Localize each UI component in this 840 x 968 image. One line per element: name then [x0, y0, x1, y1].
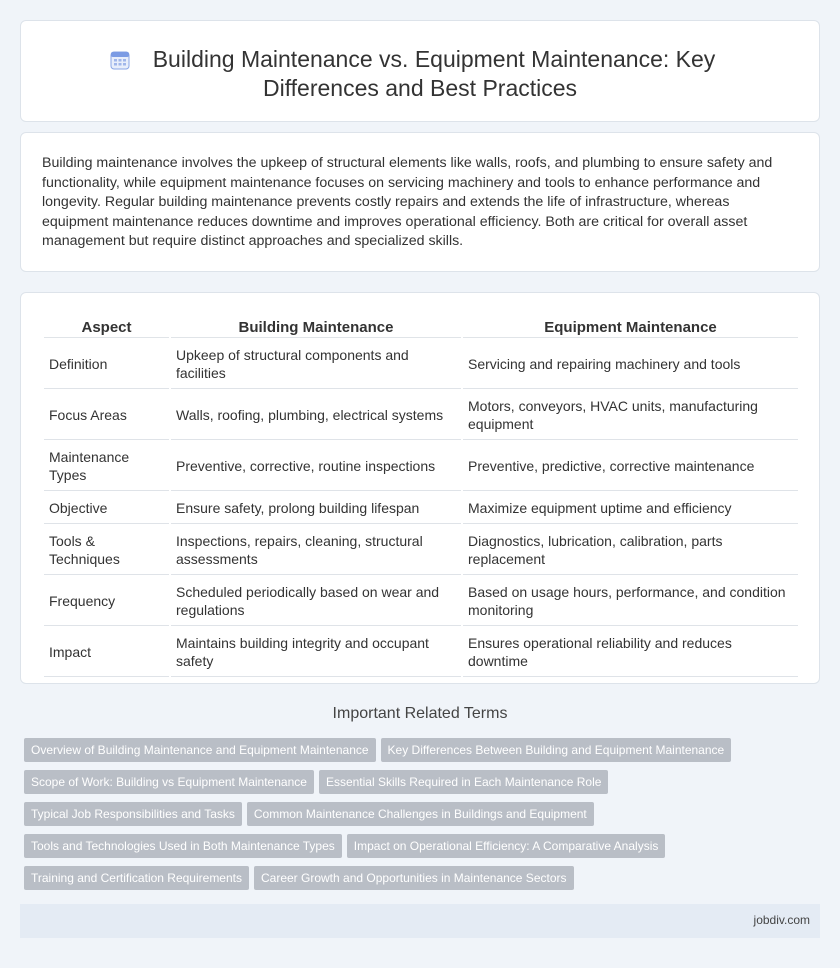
table-cell: Frequency [44, 577, 169, 626]
related-term-link[interactable]: Typical Job Responsibilities and Tasks [24, 802, 242, 826]
table-cell: Objective [44, 493, 169, 524]
comparison-card [20, 292, 820, 684]
related-term-link[interactable]: Overview of Building Maintenance and Equipment Maintenance [24, 738, 376, 762]
table-cell: Definition [44, 340, 169, 389]
footer [20, 904, 820, 938]
table-cell: Preventive, corrective, routine inspections [171, 442, 461, 491]
table-cell: Impact [44, 628, 169, 677]
table-row [44, 442, 798, 491]
table-cell: Ensure safety, prolong building lifespan [171, 493, 461, 524]
table-cell: Maximize equipment uptime and efficiency [463, 493, 798, 524]
table-cell: Ensures operational reliability and reduces downtime [463, 628, 798, 677]
table-cell: Maintenance Types [44, 442, 169, 491]
title-line-1: Building Maintenance vs. Equipment Maintenance: Key [152, 46, 716, 72]
table-cell: Walls, roofing, plumbing, electrical systems [171, 391, 461, 440]
header-equipment: Equipment Maintenance [463, 316, 798, 338]
related-term-link[interactable]: Common Maintenance Challenges in Buildings and Equipment [247, 802, 594, 826]
table-cell: Motors, conveyors, HVAC units, manufacturing equipment [463, 391, 798, 440]
comparison-table [42, 314, 800, 679]
table-cell: Based on usage hours, performance, and condition monitoring [463, 577, 798, 626]
related-term-link[interactable]: Scope of Work: Building vs Equipment Maintenance [24, 770, 314, 794]
table-cell: Upkeep of structural components and facilities [171, 340, 461, 389]
table-cell: Inspections, repairs, cleaning, structural assessments [171, 526, 461, 575]
related-term-link[interactable]: Training and Certification Requirements [24, 866, 249, 890]
related-term-link[interactable]: Essential Skills Required in Each Maintenance Role [319, 770, 608, 794]
table-cell: Diagnostics, lubrication, calibration, parts replacement [463, 526, 798, 575]
related-terms-list [24, 738, 824, 898]
table-cell: Preventive, predictive, corrective maintenance [463, 442, 798, 491]
related-term-link[interactable]: Key Differences Between Building and Equipment Maintenance [381, 738, 732, 762]
table-cell: Scheduled periodically based on wear and regulations [171, 577, 461, 626]
table-row [44, 526, 798, 575]
intro-card [20, 132, 820, 272]
page-title [21, 45, 819, 103]
related-terms-heading: Important Related Terms [332, 705, 508, 722]
table-row [44, 577, 798, 626]
table-cell: Servicing and repairing machinery and tools [463, 340, 798, 389]
table-cell: Tools & Techniques [44, 526, 169, 575]
table-header-row [44, 316, 798, 338]
table-cell: Focus Areas [44, 391, 169, 440]
related-term-link[interactable]: Tools and Technologies Used in Both Maintenance Types [24, 834, 342, 858]
header-card [20, 20, 820, 122]
table-row [44, 493, 798, 524]
related-term-link[interactable]: Impact on Operational Efficiency: A Comparative Analysis [347, 834, 666, 858]
title-line-2: Differences and Best Practices [262, 75, 578, 101]
table-cell: Maintains building integrity and occupant safety [171, 628, 461, 677]
table-row [44, 628, 798, 677]
footer-site-link[interactable]: jobdiv.com [753, 913, 810, 927]
header-building: Building Maintenance [171, 316, 461, 338]
table-row [44, 391, 798, 440]
intro-paragraph: Building maintenance involves the upkeep of structural elements like walls, roofs, and plumbing to ensure safety and functionality, while equipment maintenance focuses on servicing machinery and tools to enhance performance and longevity. Regular building maintenance prevents costly repairs and extends the life of infrastructure, whereas equipment maintenance reduces downtime and improves operational efficiency. Both are critical for overall asset management but require distinct approaches and specialized skills. [42, 155, 773, 250]
related-term-link[interactable]: Career Growth and Opportunities in Maintenance Sectors [254, 866, 574, 890]
calendar-icon [109, 49, 131, 71]
table-row [44, 340, 798, 389]
header-aspect: Aspect [44, 316, 169, 338]
